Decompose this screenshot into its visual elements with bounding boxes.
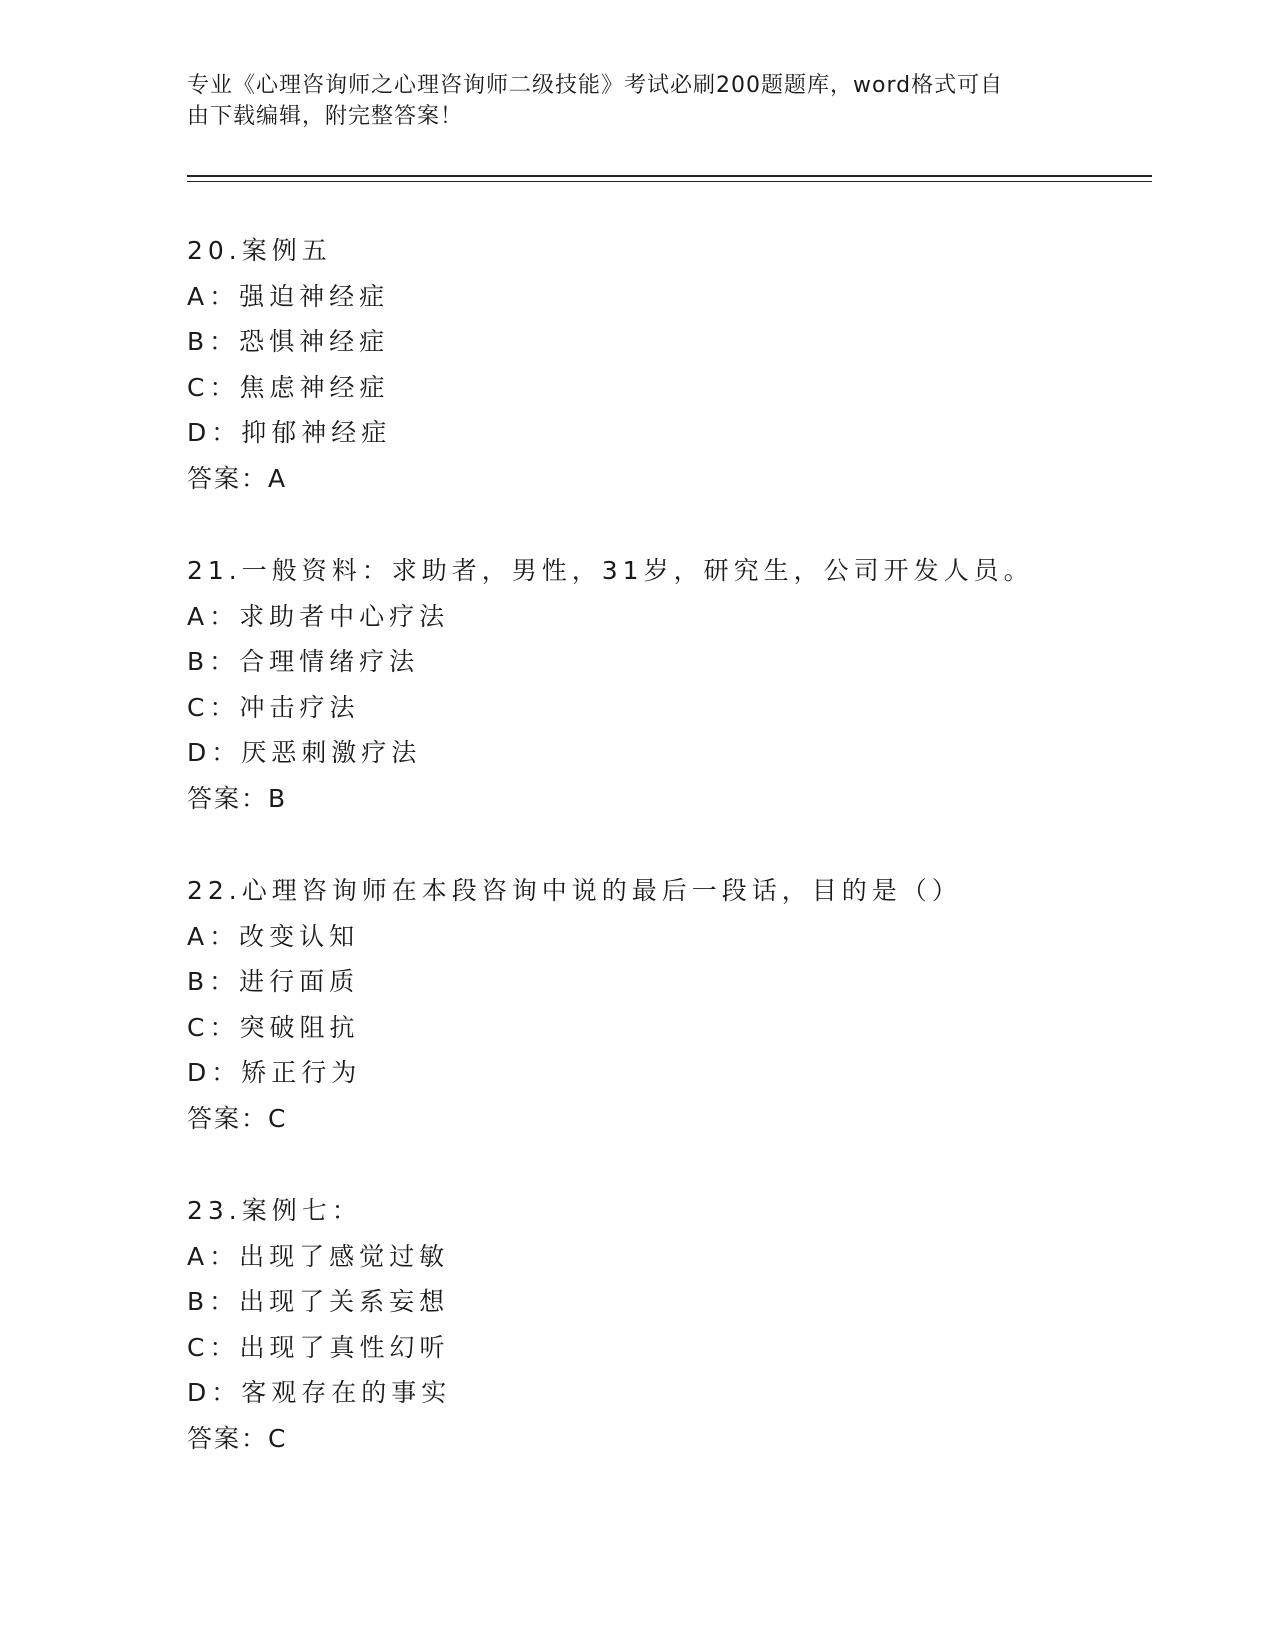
option-b: B：出现了关系妄想	[187, 1287, 450, 1317]
answer-line: 答案：C	[187, 1103, 288, 1133]
option-d: D：客观存在的事实	[187, 1378, 452, 1408]
option-c: C：出现了真性幻听	[187, 1332, 450, 1362]
header-line-1: 专业《心理咨询师之心理咨询师二级技能》考试必刷200题题库，word格式可自	[187, 73, 1004, 98]
option-c: C：冲击疗法	[187, 692, 360, 722]
option-c: C：突破阻抗	[187, 1012, 360, 1042]
option-b: B：恐惧神经症	[187, 327, 390, 357]
option-b: B：合理情绪疗法	[187, 647, 420, 677]
question-stem: 21.一般资料：求助者，男性，31岁，研究生，公司开发人员。	[187, 556, 1034, 585]
question-23	[187, 1188, 1147, 1462]
option-a: A：强迫神经症	[187, 281, 390, 311]
answer-line: 答案：A	[187, 463, 288, 493]
header-divider-thin	[187, 181, 1152, 182]
option-b: B：进行面质	[187, 967, 360, 997]
option-a: A：求助者中心疗法	[187, 601, 450, 631]
option-a: A：出现了感觉过敏	[187, 1241, 450, 1271]
option-a: A：改变认知	[187, 921, 360, 951]
option-c: C：焦虑神经症	[187, 372, 390, 402]
question-stem: 20.案例五	[187, 236, 332, 265]
question-stem: 22.心理咨询师在本段咨询中说的最后一段话，目的是（）	[187, 876, 962, 905]
document-header	[187, 70, 1067, 132]
option-d: D：抑郁神经症	[187, 418, 392, 448]
option-d: D：厌恶刺激疗法	[187, 738, 422, 768]
header-line-2: 由下载编辑，附完整答案！	[187, 104, 464, 129]
question-22	[187, 868, 1147, 1142]
option-d: D：矫正行为	[187, 1058, 362, 1088]
answer-line: 答案：B	[187, 783, 288, 813]
question-21	[187, 548, 1147, 822]
answer-line: 答案：C	[187, 1423, 288, 1453]
header-divider-thick	[187, 175, 1152, 177]
question-20	[187, 228, 1147, 502]
question-stem: 23.案例七：	[187, 1196, 362, 1225]
